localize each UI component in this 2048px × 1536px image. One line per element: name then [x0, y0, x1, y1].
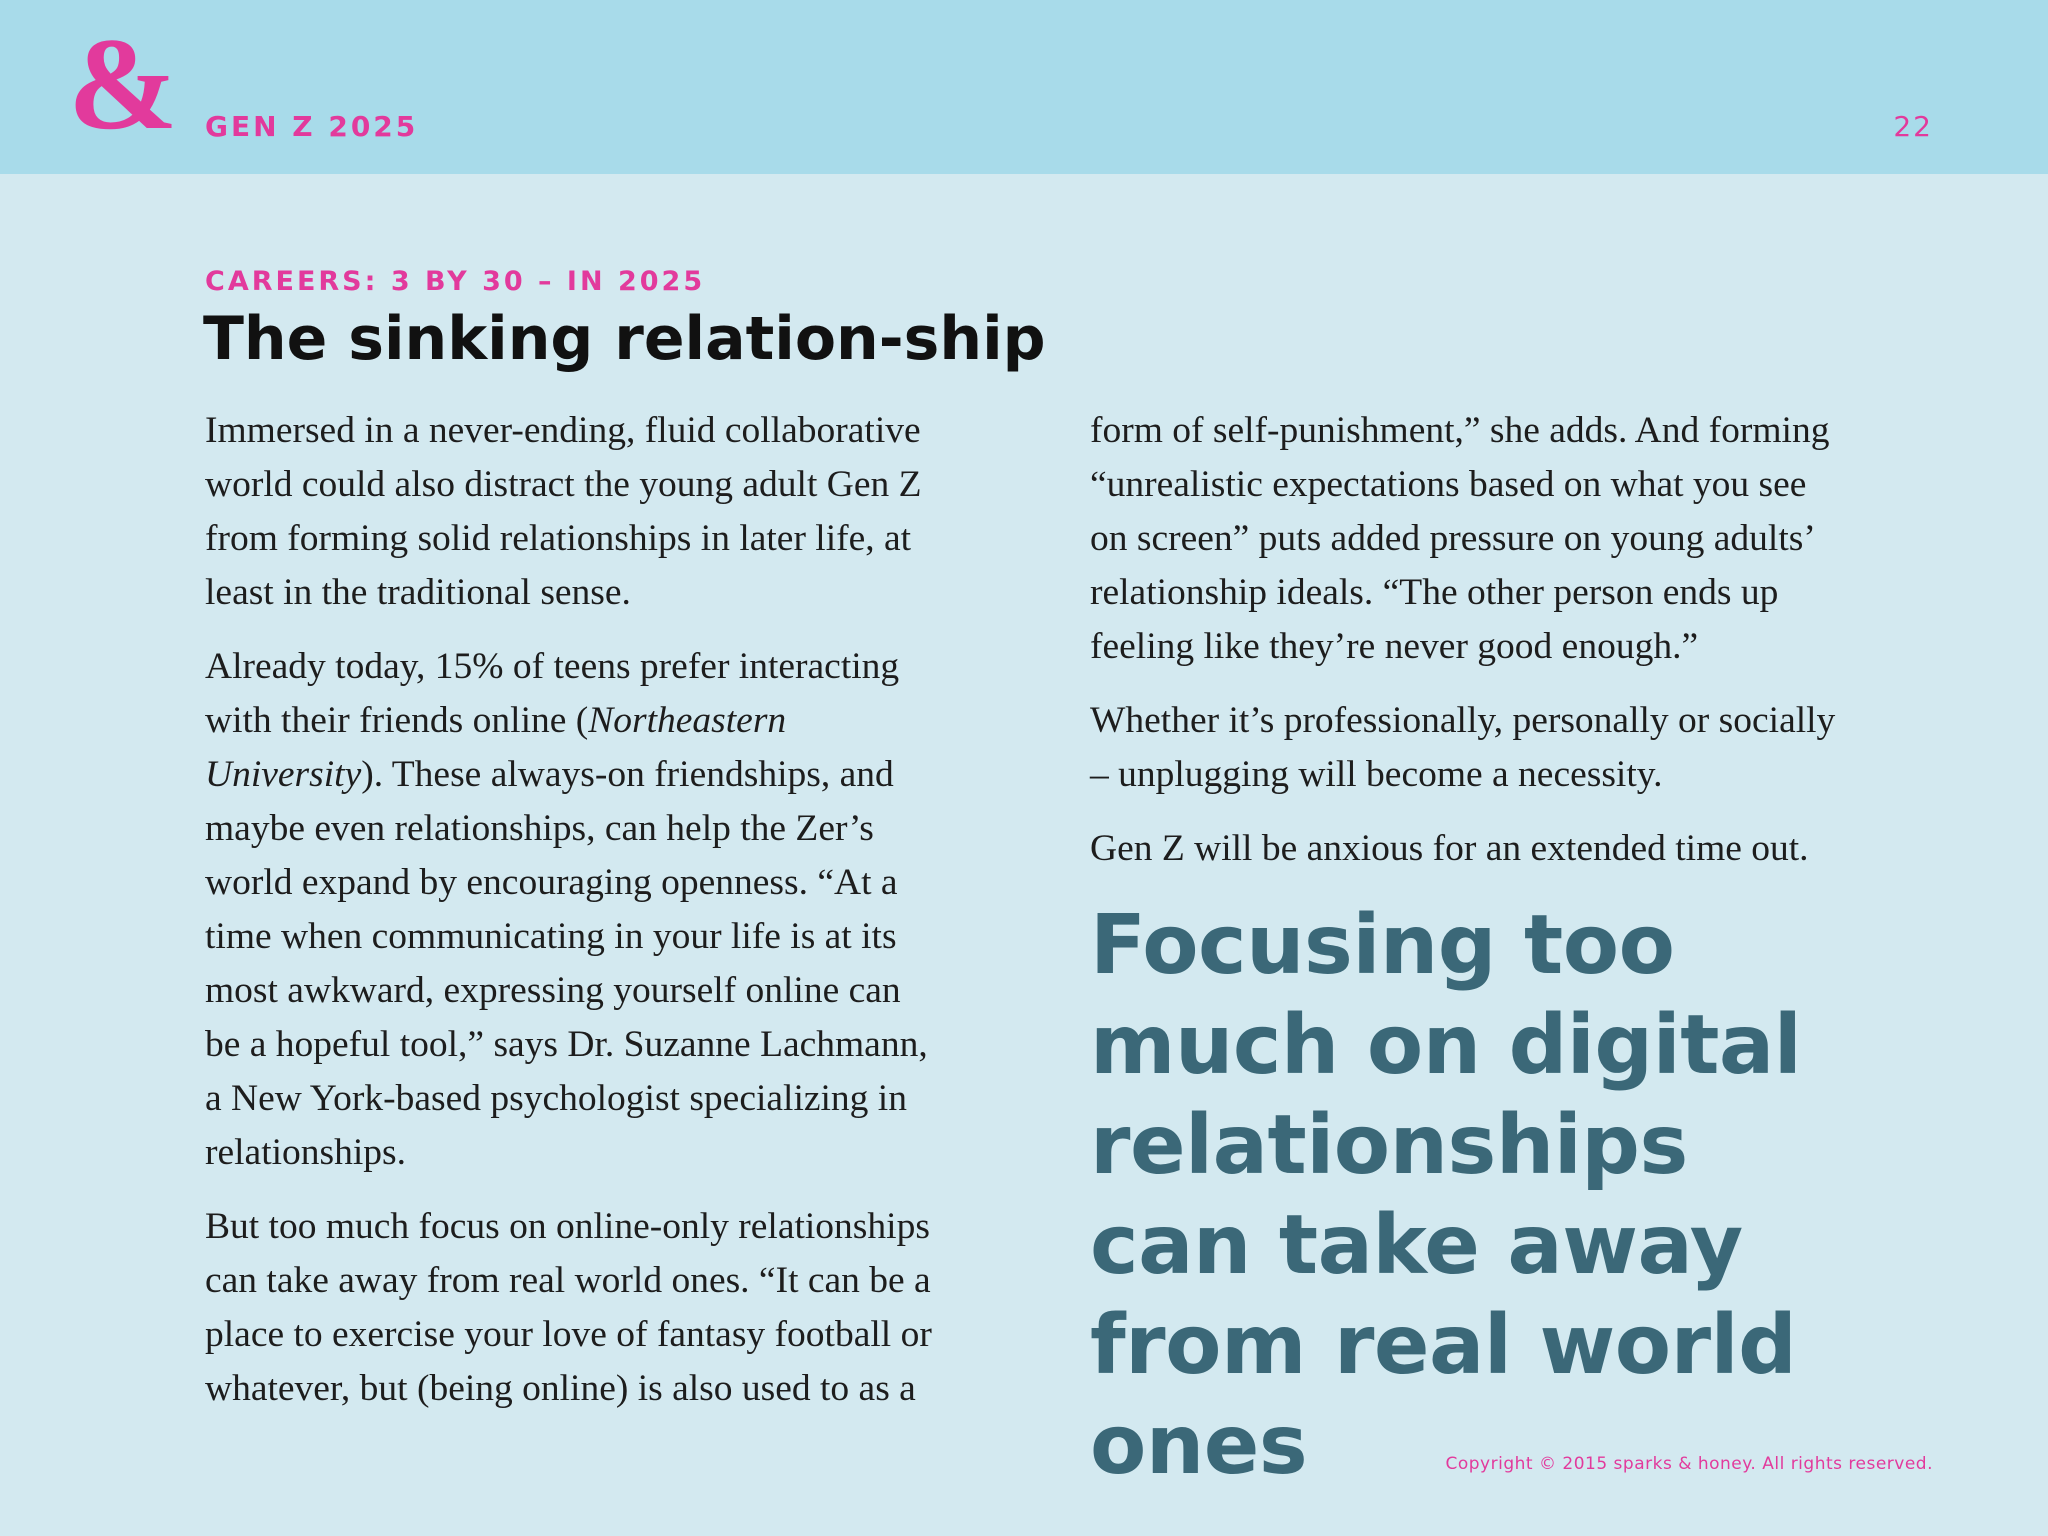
paragraph: But too much focus on online-only relationships can take away from real world ones. “It can be a place to exercise your love of fantasy football or whatever, but (being online) is also used to as a — [205, 1206, 932, 1409]
section-kicker: CAREERS: 3 BY 30 – IN 2025 — [205, 266, 706, 297]
paragraph: form of self-punishment,” she adds. And forming “unrealistic expectations based on what you see on screen” puts added pressure on young adults’ relationship ideals. “The other person ends up feeling like they’re never good enough.” — [1090, 410, 1830, 667]
pull-quote: Focusing too much on digital relationships can take away from real world ones — [1090, 898, 1802, 1493]
paragraph: Whether it’s professionally, personally or socially – unplugging will become a necessity. — [1090, 700, 1836, 795]
paragraph: Gen Z will be anxious for an extended time out. — [1090, 828, 1809, 869]
copyright-notice: Copyright © 2015 sparks & honey. All rights reserved. — [1445, 1454, 1933, 1474]
paragraph: Immersed in a never-ending, fluid collaborative world could also distract the young adult Gen Z from forming solid relationships in later life, at least in the traditional sense. — [205, 410, 922, 613]
publication-title: GEN Z 2025 — [205, 110, 419, 143]
source-citation: Northeastern University — [205, 700, 787, 795]
left-column — [205, 404, 945, 1436]
paragraph — [205, 640, 945, 1180]
page-header — [0, 0, 2048, 174]
page-number: 22 — [1893, 110, 1933, 143]
article-title: The sinking relation-ship — [203, 304, 1046, 374]
right-column — [1090, 404, 1850, 1496]
ampersand-logo-icon: & — [68, 10, 178, 157]
paragraph-text: ). These always-on friendships, and maybe even relationships, can help the Zer’s world expand by encouraging openness. “At a time when communicating in your life is at its most awkward, expressing yourself online can be a hopeful tool,” says Dr. Suzanne Lachmann, a New York-based psychologist specializing in relationships. — [205, 754, 928, 1173]
paragraph-text: Already today, 15% of teens prefer interacting with their friends online ( — [205, 646, 900, 741]
